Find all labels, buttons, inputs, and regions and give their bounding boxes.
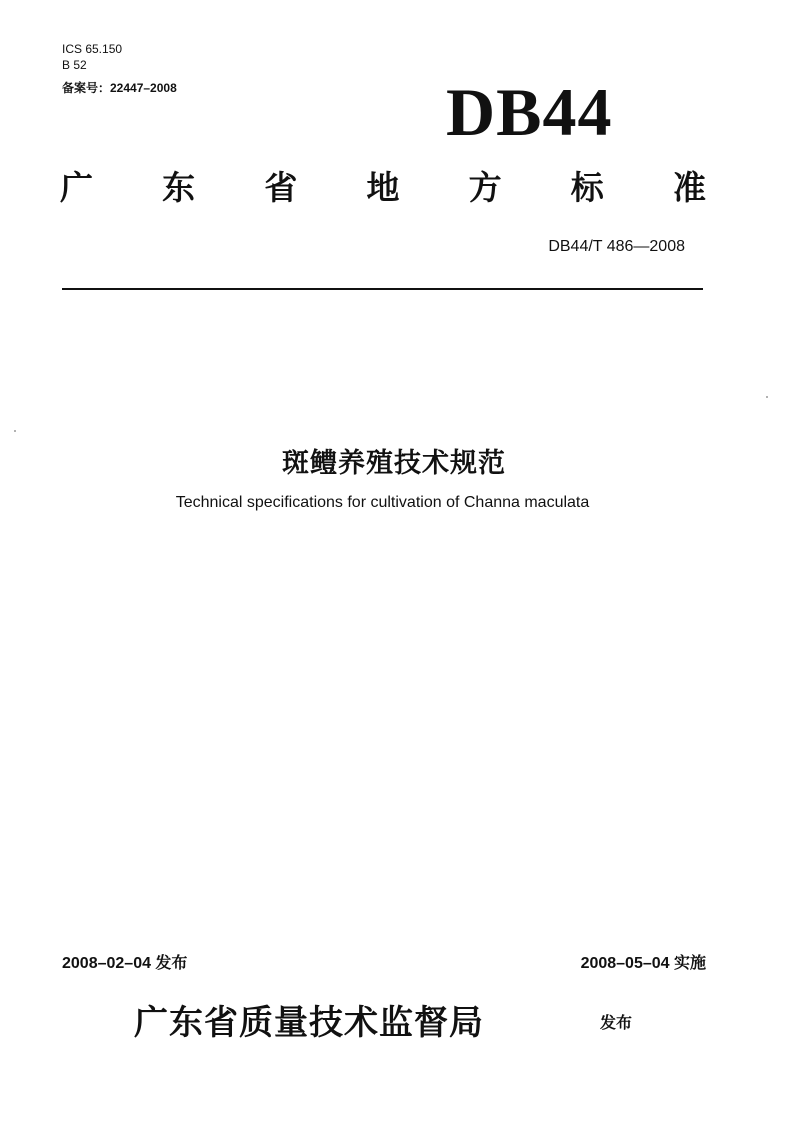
standard-type-char: 准 bbox=[672, 167, 706, 207]
standard-type-char: 地 bbox=[366, 167, 400, 207]
publish-label: 发布 bbox=[600, 1015, 633, 1032]
standard-type-char: 省 bbox=[264, 167, 298, 207]
issue-date: 2008–02–04 发布 bbox=[62, 955, 188, 972]
standard-type-char: 东 bbox=[162, 167, 196, 207]
scan-speck bbox=[14, 430, 16, 432]
ics-code: ICS 65.150 bbox=[62, 42, 123, 56]
standard-number: DB44/T 486—2008 bbox=[548, 238, 685, 255]
standard-type-heading bbox=[60, 162, 706, 208]
standard-type-char: 标 bbox=[570, 167, 604, 207]
header-divider bbox=[62, 288, 703, 290]
standard-type-char: 方 bbox=[468, 167, 502, 207]
record-number: 备案号：22447–2008 bbox=[62, 81, 177, 95]
standard-type-char: 广 bbox=[60, 167, 93, 207]
document-title-en: Technical specifications for cultivation of Channa maculata bbox=[175, 494, 590, 511]
standard-mark: DB44 bbox=[446, 74, 613, 150]
issuing-authority: 广东省质量技术监督局 bbox=[134, 1003, 484, 1043]
implementation-date: 2008–05–04 实施 bbox=[580, 955, 706, 972]
classification-code: B 52 bbox=[62, 58, 87, 72]
document-title-cn: 斑鳢养殖技术规范 bbox=[282, 448, 506, 479]
scan-speck bbox=[766, 396, 768, 398]
